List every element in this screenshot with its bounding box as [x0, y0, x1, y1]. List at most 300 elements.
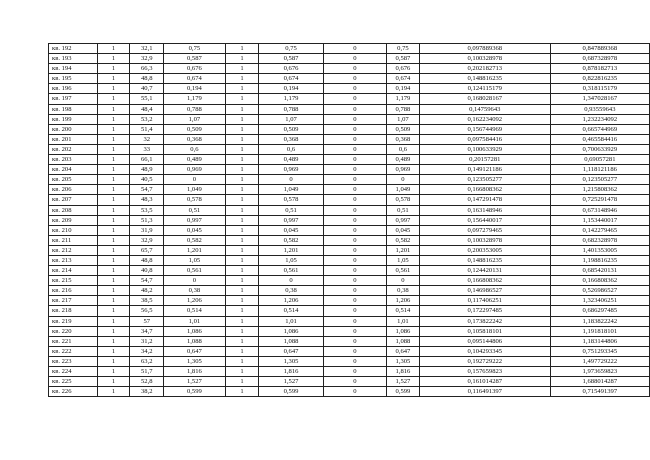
cell-area: 57	[130, 316, 164, 326]
cell-col-5: 1	[225, 326, 259, 336]
cell-col-2: 1	[97, 225, 130, 235]
cell-col-8: 1,527	[387, 377, 420, 387]
cell-col-7: 0	[323, 316, 386, 326]
table-row	[49, 54, 650, 64]
table-row	[49, 225, 650, 235]
cell-apartment: кв. 203	[49, 155, 98, 165]
cell-col-9: 0,100633929	[419, 144, 550, 154]
cell-col-7: 0	[323, 74, 386, 84]
cell-col-4: 1,01	[164, 316, 225, 326]
cell-col-2: 1	[97, 387, 130, 397]
cell-col-2: 1	[97, 215, 130, 225]
cell-area: 56,5	[130, 306, 164, 316]
cell-col-2: 1	[97, 94, 130, 104]
cell-apartment: кв. 215	[49, 276, 98, 286]
cell-col-8: 1,07	[387, 114, 420, 124]
cell-col-7: 0	[323, 134, 386, 144]
cell-col-4: 0	[164, 175, 225, 185]
cell-col-4: 0,647	[164, 346, 225, 356]
cell-col-4: 0,51	[164, 205, 225, 215]
cell-col-6: 0,647	[259, 346, 323, 356]
cell-col-2: 1	[97, 377, 130, 387]
cell-col-8: 1,179	[387, 94, 420, 104]
cell-col-9: 0,117406251	[419, 296, 550, 306]
cell-col-7: 0	[323, 266, 386, 276]
cell-col-4: 1,305	[164, 356, 225, 366]
cell-col-8: 1,201	[387, 245, 420, 255]
cell-col-7: 0	[323, 235, 386, 245]
cell-col-5: 1	[225, 245, 259, 255]
cell-col-4: 0,561	[164, 266, 225, 276]
cell-total: 0,142279465	[550, 225, 649, 235]
cell-col-2: 1	[97, 44, 130, 54]
cell-area: 32	[130, 134, 164, 144]
cell-area: 55,1	[130, 94, 164, 104]
cell-col-9: 0,095144806	[419, 336, 550, 346]
cell-col-6: 1,086	[259, 326, 323, 336]
cell-apartment: кв. 224	[49, 367, 98, 377]
cell-col-8: 0,561	[387, 266, 420, 276]
cell-apartment: кв. 205	[49, 175, 98, 185]
cell-area: 31,2	[130, 336, 164, 346]
cell-total: 1,191818101	[550, 326, 649, 336]
cell-apartment: кв. 194	[49, 64, 98, 74]
cell-col-8: 1,206	[387, 296, 420, 306]
cell-total: 0,685420131	[550, 266, 649, 276]
cell-col-6: 1,305	[259, 356, 323, 366]
cell-total: 1,118121186	[550, 165, 649, 175]
table-row	[49, 175, 650, 185]
cell-col-7: 0	[323, 175, 386, 185]
table-row	[49, 195, 650, 205]
cell-col-8: 0,676	[387, 64, 420, 74]
cell-area: 32,9	[130, 54, 164, 64]
cell-area: 63,2	[130, 356, 164, 366]
cell-col-2: 1	[97, 367, 130, 377]
cell-total: 1,401353005	[550, 245, 649, 255]
cell-col-7: 0	[323, 195, 386, 205]
cell-col-2: 1	[97, 356, 130, 366]
table-row	[49, 286, 650, 296]
cell-col-2: 1	[97, 276, 130, 286]
cell-col-7: 0	[323, 165, 386, 175]
cell-col-2: 1	[97, 165, 130, 175]
cell-col-2: 1	[97, 64, 130, 74]
cell-col-6: 0,969	[259, 165, 323, 175]
cell-area: 48,9	[130, 165, 164, 175]
table-row	[49, 245, 650, 255]
cell-col-6: 0,587	[259, 54, 323, 64]
cell-col-5: 1	[225, 195, 259, 205]
cell-total: 0,69057281	[550, 155, 649, 165]
cell-col-5: 1	[225, 336, 259, 346]
cell-col-2: 1	[97, 175, 130, 185]
cell-col-4: 0,969	[164, 165, 225, 175]
cell-col-2: 1	[97, 54, 130, 64]
cell-total: 0,673148946	[550, 205, 649, 215]
cell-apartment: кв. 206	[49, 185, 98, 195]
cell-col-6: 1,07	[259, 114, 323, 124]
table-row	[49, 336, 650, 346]
cell-col-6: 0,676	[259, 64, 323, 74]
table-row	[49, 296, 650, 306]
cell-col-6: 0,599	[259, 387, 323, 397]
cell-total: 1,497729222	[550, 356, 649, 366]
cell-area: 34,2	[130, 346, 164, 356]
cell-apartment: кв. 222	[49, 346, 98, 356]
cell-col-9: 0,156744969	[419, 124, 550, 134]
cell-col-4: 0,514	[164, 306, 225, 316]
cell-area: 38,5	[130, 296, 164, 306]
cell-col-4: 1,201	[164, 245, 225, 255]
cell-col-7: 0	[323, 387, 386, 397]
cell-area: 33	[130, 144, 164, 154]
cell-col-7: 0	[323, 255, 386, 265]
cell-col-9: 0,100328978	[419, 235, 550, 245]
cell-apartment: кв. 200	[49, 124, 98, 134]
cell-area: 40,7	[130, 84, 164, 94]
table-row	[49, 104, 650, 114]
cell-apartment: кв. 204	[49, 165, 98, 175]
cell-total: 1,183822242	[550, 316, 649, 326]
cell-col-5: 1	[225, 54, 259, 64]
cell-col-4: 0,75	[164, 44, 225, 54]
cell-area: 54,7	[130, 185, 164, 195]
cell-apartment: кв. 226	[49, 387, 98, 397]
cell-col-6: 0,674	[259, 74, 323, 84]
cell-col-9: 0,148816235	[419, 74, 550, 84]
cell-col-5: 1	[225, 356, 259, 366]
cell-col-7: 0	[323, 306, 386, 316]
cell-area: 32,9	[130, 235, 164, 245]
cell-total: 0,715491397	[550, 387, 649, 397]
table-row	[49, 215, 650, 225]
cell-area: 53,2	[130, 114, 164, 124]
cell-col-2: 1	[97, 84, 130, 94]
cell-col-8: 0,51	[387, 205, 420, 215]
table-row	[49, 356, 650, 366]
cell-area: 48,2	[130, 286, 164, 296]
cell-total: 0,725291478	[550, 195, 649, 205]
cell-col-8: 0,582	[387, 235, 420, 245]
cell-col-6: 0	[259, 276, 323, 286]
cell-col-6: 0,514	[259, 306, 323, 316]
table-row	[49, 134, 650, 144]
cell-apartment: кв. 209	[49, 215, 98, 225]
cell-area: 48,8	[130, 74, 164, 84]
cell-col-5: 1	[225, 235, 259, 245]
cell-col-7: 0	[323, 276, 386, 286]
cell-col-7: 0	[323, 155, 386, 165]
cell-col-7: 0	[323, 205, 386, 215]
cell-total: 1,198816235	[550, 255, 649, 265]
cell-col-7: 0	[323, 245, 386, 255]
cell-apartment: кв. 197	[49, 94, 98, 104]
cell-col-7: 0	[323, 377, 386, 387]
cell-apartment: кв. 211	[49, 235, 98, 245]
table-row	[49, 326, 650, 336]
cell-col-6: 1,206	[259, 296, 323, 306]
cell-col-4: 1,05	[164, 255, 225, 265]
table-row	[49, 155, 650, 165]
cell-col-6: 0,489	[259, 155, 323, 165]
cell-col-7: 0	[323, 326, 386, 336]
cell-total: 1,153440017	[550, 215, 649, 225]
cell-col-7: 0	[323, 185, 386, 195]
cell-col-4: 1,816	[164, 367, 225, 377]
cell-col-6: 1,179	[259, 94, 323, 104]
cell-total: 0,526986527	[550, 286, 649, 296]
cell-col-7: 0	[323, 144, 386, 154]
cell-apartment: кв. 210	[49, 225, 98, 235]
cell-col-9: 0,14759643	[419, 104, 550, 114]
cell-area: 66,1	[130, 155, 164, 165]
cell-col-7: 0	[323, 84, 386, 94]
cell-total: 0,686297485	[550, 306, 649, 316]
cell-col-8: 1,05	[387, 255, 420, 265]
cell-col-2: 1	[97, 195, 130, 205]
table-row	[49, 276, 650, 286]
cell-col-9: 0,097279465	[419, 225, 550, 235]
cell-col-2: 1	[97, 235, 130, 245]
cell-col-4: 0,997	[164, 215, 225, 225]
table-row	[49, 144, 650, 154]
cell-col-2: 1	[97, 74, 130, 84]
cell-total: 1,232234092	[550, 114, 649, 124]
cell-col-5: 1	[225, 74, 259, 84]
table-row	[49, 346, 650, 356]
cell-col-9: 0,104293345	[419, 346, 550, 356]
cell-total: 0,123505277	[550, 175, 649, 185]
cell-col-2: 1	[97, 266, 130, 276]
cell-col-6: 0,6	[259, 144, 323, 154]
cell-col-5: 1	[225, 255, 259, 265]
cell-col-2: 1	[97, 296, 130, 306]
cell-col-7: 0	[323, 356, 386, 366]
cell-col-2: 1	[97, 245, 130, 255]
cell-apartment: кв. 220	[49, 326, 98, 336]
cell-col-5: 1	[225, 266, 259, 276]
cell-col-4: 0,368	[164, 134, 225, 144]
cell-col-4: 1,088	[164, 336, 225, 346]
data-table	[48, 43, 650, 397]
cell-col-8: 0,38	[387, 286, 420, 296]
cell-area: 32,1	[130, 44, 164, 54]
cell-col-7: 0	[323, 64, 386, 74]
cell-apartment: кв. 192	[49, 44, 98, 54]
cell-col-5: 1	[225, 84, 259, 94]
cell-col-4: 0,194	[164, 84, 225, 94]
cell-apartment: кв. 223	[49, 356, 98, 366]
cell-col-6: 0,997	[259, 215, 323, 225]
cell-col-8: 0,587	[387, 54, 420, 64]
cell-col-7: 0	[323, 114, 386, 124]
cell-col-8: 0,489	[387, 155, 420, 165]
cell-area: 48,4	[130, 104, 164, 114]
cell-total: 0,700633929	[550, 144, 649, 154]
cell-area: 52,8	[130, 377, 164, 387]
cell-col-8: 0,788	[387, 104, 420, 114]
cell-apartment: кв. 214	[49, 266, 98, 276]
cell-col-6: 1,816	[259, 367, 323, 377]
cell-col-9: 0,149121186	[419, 165, 550, 175]
cell-col-4: 0,587	[164, 54, 225, 64]
cell-col-5: 1	[225, 286, 259, 296]
cell-col-6: 0,045	[259, 225, 323, 235]
cell-col-5: 1	[225, 94, 259, 104]
cell-col-9: 0,161014287	[419, 377, 550, 387]
table-row	[49, 316, 650, 326]
cell-col-6: 0,368	[259, 134, 323, 144]
table-row	[49, 185, 650, 195]
table-body	[49, 44, 650, 397]
cell-col-6: 0,509	[259, 124, 323, 134]
table-row	[49, 205, 650, 215]
cell-col-7: 0	[323, 124, 386, 134]
cell-apartment: кв. 195	[49, 74, 98, 84]
cell-area: 51,4	[130, 124, 164, 134]
cell-col-9: 0,192729222	[419, 356, 550, 366]
cell-col-6: 0,194	[259, 84, 323, 94]
cell-col-4: 0,045	[164, 225, 225, 235]
cell-apartment: кв. 207	[49, 195, 98, 205]
cell-area: 53,5	[130, 205, 164, 215]
table-row	[49, 64, 650, 74]
table-row	[49, 84, 650, 94]
cell-col-6: 1,527	[259, 377, 323, 387]
table-row	[49, 367, 650, 377]
cell-col-9: 0,166808362	[419, 185, 550, 195]
cell-total: 0,682328978	[550, 235, 649, 245]
cell-col-4: 1,179	[164, 94, 225, 104]
cell-col-5: 1	[225, 64, 259, 74]
cell-col-2: 1	[97, 255, 130, 265]
cell-col-4: 1,07	[164, 114, 225, 124]
cell-col-7: 0	[323, 286, 386, 296]
cell-col-6: 1,201	[259, 245, 323, 255]
cell-col-5: 1	[225, 367, 259, 377]
cell-col-8: 1,305	[387, 356, 420, 366]
cell-apartment: кв. 225	[49, 377, 98, 387]
cell-col-4: 0,674	[164, 74, 225, 84]
cell-col-4: 0,599	[164, 387, 225, 397]
cell-col-8: 0,514	[387, 306, 420, 316]
cell-col-4: 0,509	[164, 124, 225, 134]
cell-total: 1,215808362	[550, 185, 649, 195]
cell-col-7: 0	[323, 336, 386, 346]
cell-col-9: 0,172297485	[419, 306, 550, 316]
cell-col-5: 1	[225, 387, 259, 397]
cell-col-4: 1,527	[164, 377, 225, 387]
cell-col-2: 1	[97, 346, 130, 356]
cell-col-6: 1,049	[259, 185, 323, 195]
cell-col-8: 0,368	[387, 134, 420, 144]
cell-apartment: кв. 219	[49, 316, 98, 326]
cell-col-8: 1,049	[387, 185, 420, 195]
cell-col-9: 0,100328978	[419, 54, 550, 64]
table-row	[49, 114, 650, 124]
cell-col-9: 0,105818101	[419, 326, 550, 336]
cell-col-4: 1,049	[164, 185, 225, 195]
cell-col-9: 0,173822242	[419, 316, 550, 326]
cell-col-7: 0	[323, 44, 386, 54]
cell-total: 1,688014287	[550, 377, 649, 387]
cell-total: 1,973659823	[550, 367, 649, 377]
cell-col-5: 1	[225, 155, 259, 165]
table-row	[49, 255, 650, 265]
cell-col-5: 1	[225, 124, 259, 134]
cell-col-5: 1	[225, 215, 259, 225]
cell-col-4: 0,489	[164, 155, 225, 165]
cell-area: 51,3	[130, 215, 164, 225]
cell-col-9: 0,123505277	[419, 175, 550, 185]
cell-area: 65,7	[130, 245, 164, 255]
cell-col-5: 1	[225, 44, 259, 54]
table-row	[49, 74, 650, 84]
cell-col-2: 1	[97, 134, 130, 144]
cell-col-9: 0,124115179	[419, 84, 550, 94]
cell-col-5: 1	[225, 144, 259, 154]
cell-col-9: 0,148816235	[419, 255, 550, 265]
cell-col-8: 0	[387, 276, 420, 286]
cell-total: 0,665744969	[550, 124, 649, 134]
table-row	[49, 266, 650, 276]
table-row	[49, 377, 650, 387]
table-row	[49, 94, 650, 104]
cell-col-6: 0,578	[259, 195, 323, 205]
cell-col-9: 0,166808362	[419, 276, 550, 286]
cell-col-4: 0,578	[164, 195, 225, 205]
cell-col-5: 1	[225, 346, 259, 356]
cell-area: 40,8	[130, 266, 164, 276]
table-row	[49, 306, 650, 316]
cell-total: 0,751293345	[550, 346, 649, 356]
cell-col-5: 1	[225, 316, 259, 326]
cell-col-4: 0,582	[164, 235, 225, 245]
cell-col-7: 0	[323, 346, 386, 356]
cell-area: 51,7	[130, 367, 164, 377]
cell-col-5: 1	[225, 205, 259, 215]
cell-apartment: кв. 193	[49, 54, 98, 64]
cell-col-8: 0,509	[387, 124, 420, 134]
cell-apartment: кв. 201	[49, 134, 98, 144]
table-row	[49, 387, 650, 397]
cell-apartment: кв. 208	[49, 205, 98, 215]
cell-area: 34,7	[130, 326, 164, 336]
cell-col-8: 0,969	[387, 165, 420, 175]
cell-total: 0,166808362	[550, 276, 649, 286]
cell-col-9: 0,200353005	[419, 245, 550, 255]
cell-col-9: 0,124420131	[419, 266, 550, 276]
cell-col-8: 1,086	[387, 326, 420, 336]
cell-col-7: 0	[323, 225, 386, 235]
cell-col-2: 1	[97, 155, 130, 165]
cell-col-6: 1,05	[259, 255, 323, 265]
cell-col-9: 0,163148946	[419, 205, 550, 215]
cell-col-4: 0,788	[164, 104, 225, 114]
cell-apartment: кв. 217	[49, 296, 98, 306]
cell-col-8: 0,997	[387, 215, 420, 225]
cell-col-7: 0	[323, 215, 386, 225]
cell-apartment: кв. 221	[49, 336, 98, 346]
cell-col-4: 1,206	[164, 296, 225, 306]
table-row	[49, 235, 650, 245]
cell-apartment: кв. 212	[49, 245, 98, 255]
cell-col-5: 1	[225, 134, 259, 144]
cell-area: 38,2	[130, 387, 164, 397]
cell-col-7: 0	[323, 296, 386, 306]
cell-col-2: 1	[97, 205, 130, 215]
